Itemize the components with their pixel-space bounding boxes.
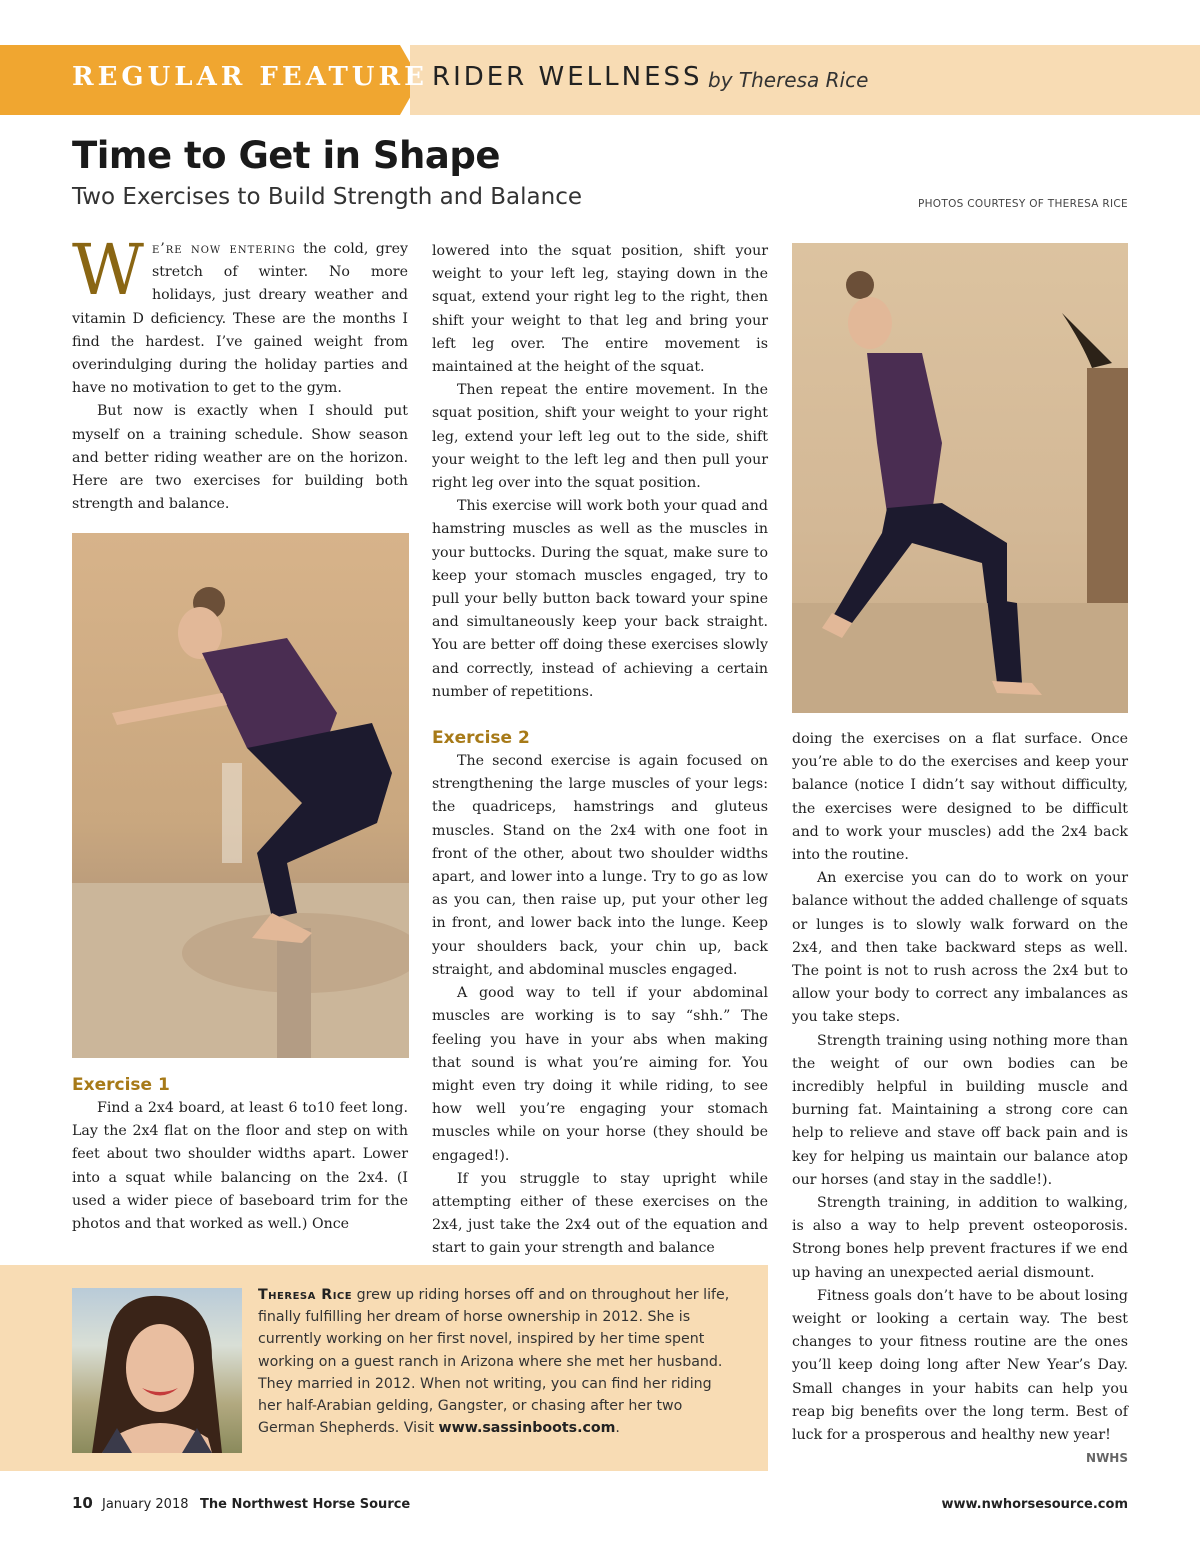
paragraph: But now is exactly when I should put myself on a training schedule. Show season and better riding weather are on the horizon. Here are two exercises for building both strength and balance. xyxy=(72,403,408,513)
author-name: Theresa Rice xyxy=(258,1287,353,1303)
paragraph: Find a 2x4 board, at least 6 to10 feet long. Lay the 2x4 flat on the floor and step on with feet about two shoulder widths apart. Lower into a squat while balancing on the 2x4. (I used a wider piece of baseboard trim for the photos and that worked as well.) Once xyxy=(72,1100,408,1233)
lead-text: the cold, grey stretch of winter. No more holidays, just dreary weather and vitamin D deficiency. These are the months I find the hardest. I’ve gained weight from overindulging during the holiday parties and have no motivation to get to the gym. xyxy=(72,241,409,397)
paragraph: lowered into the squat position, shift your weight to your left leg, staying down in the squat, extend your right leg to the right, then shift your weight to that leg and bring your left leg over. The entire movement is maintained at the height of the squat. xyxy=(432,243,768,376)
squat-photo xyxy=(72,533,409,1058)
paragraph: A good way to tell if your abdominal muscles are working is to say “shh.” The feeling you have in your abs when making that sound is what you’re aiming for. You might even try doing it while riding, to see how well you’re engaging your stomach muscles while on your horse (they should be engaged!). xyxy=(432,985,768,1164)
lead-paragraph xyxy=(72,229,409,400)
page-number: 10 xyxy=(72,1494,93,1512)
column-2 xyxy=(432,240,768,1261)
issue-date: January 2018 xyxy=(102,1497,189,1512)
paragraph: Strength training, in addition to walking, is also a way to help prevent osteoporosis. Strong bones help prevent fractures if we end up having an unexpected aerial dismount. xyxy=(792,1195,1128,1281)
author-bio-end: . xyxy=(615,1420,620,1437)
signoff: NWHS xyxy=(1086,1451,1128,1465)
author-bio-text: grew up riding horses off and on throughout her life, finally fulfilling her dream of horse ownership in 2012. She is currently working on her first novel, inspired by her time spent working on a guest ranch in Arizona where she met her husband. They married in 2012. When not writing, you can find her riding her half-Arabian gelding, Gangster, or chasing after her two German Shepherds. Visit xyxy=(258,1287,730,1437)
paragraph: doing the exercises on a flat surface. Once you’re able to do the exercises and keep your balance (notice I didn’t say without difficulty, the exercises were designed to be difficult and to work your muscles) add the 2x4 back into the routine. xyxy=(792,731,1128,864)
paragraph: Fitness goals don’t have to be about losing weight or looking a certain way. The best changes to your fitness routine are the ones you’ll keep doing long after New Year’s Day. Small changes in your habits can help you reap big benefits over the long term. Best of luck for a prosperous and healthy new year! xyxy=(792,1287,1128,1444)
magazine-name: The Northwest Horse Source xyxy=(200,1497,411,1512)
paragraph: This exercise will work both your quad and hamstring muscles as well as the muscles in your buttocks. During the squat, make sure to keep your stomach muscles engaged, try to pull your belly button back toward your spine and simultaneously keep your back straight. You are better off doing these exercises slowly and correctly, instead of achieving a certain number of repetitions. xyxy=(432,498,768,700)
lunge-photo xyxy=(792,243,1128,713)
photo-credit: PHOTOS COURTESY OF THERESA RICE xyxy=(917,198,1128,210)
lunge-figure-illustration xyxy=(792,243,1128,713)
paragraph: Then repeat the entire movement. In the squat position, shift your weight to your right leg, extend your left leg out to the side, shift your weight to the left leg and then pull your right leg over into the squat position. xyxy=(432,382,768,492)
article-title: Time to Get in Shape xyxy=(72,134,500,177)
exercise2-heading: Exercise 2 xyxy=(432,728,530,749)
author-portrait-illustration xyxy=(72,1288,242,1453)
paragraph: Strength training using nothing more than the weight of our own bodies can be incredibly helpful in building muscle and burning fat. Maintaining a strong core can help to relieve and stave off back pain and is key for helping us maintain our balance atop our horses (and stay in the saddle!). xyxy=(792,1032,1128,1188)
column-1 xyxy=(72,229,409,516)
column-3 xyxy=(792,728,1128,1447)
exercise1-heading: Exercise 1 xyxy=(72,1075,170,1095)
drop-cap: W xyxy=(72,229,144,311)
byline: by Theresa Rice xyxy=(708,68,869,92)
article-subtitle: Two Exercises to Build Strength and Balance xyxy=(72,184,582,210)
author-website-link[interactable]: www.sassinboots.com xyxy=(438,1420,616,1437)
squat-figure-illustration xyxy=(72,533,409,1058)
column-name: RIDER WELLNESS xyxy=(432,62,703,92)
author-bio xyxy=(258,1284,738,1439)
lead-smallcaps: e’re now entering xyxy=(151,241,296,257)
section-kicker: REGULAR FEATURE xyxy=(72,62,428,92)
paragraph: An exercise you can do to work on your balance without the added challenge of squats or lunges is to slowly walk forward on the 2x4, and then take backward steps as well. The point is not to rush across the 2x4 but to allow your body to correct any imbalances as you take steps. xyxy=(792,870,1128,1026)
exercise1-section xyxy=(72,1074,408,1236)
author-headshot xyxy=(72,1288,242,1453)
paragraph: The second exercise is again focused on strengthening the large muscles of your legs: the quadriceps, hamstrings and gluteus muscles. Stand on the 2x4 with one foot in front of the other, about two shoulder widths apart, and lower into a lunge. Try to go as low as you can, then raise up, put your other leg in front, and lower back into the lunge. Keep your shoulders back, your chin up, back straight, and abdominal muscles engaged. xyxy=(432,753,768,978)
paragraph: If you struggle to stay upright while attempting either of these exercises on the 2x4, just take the 2x4 out of the equation and start to gain your strength and balance xyxy=(432,1170,768,1257)
magazine-website-link[interactable]: www.nwhorsesource.com xyxy=(941,1497,1128,1512)
